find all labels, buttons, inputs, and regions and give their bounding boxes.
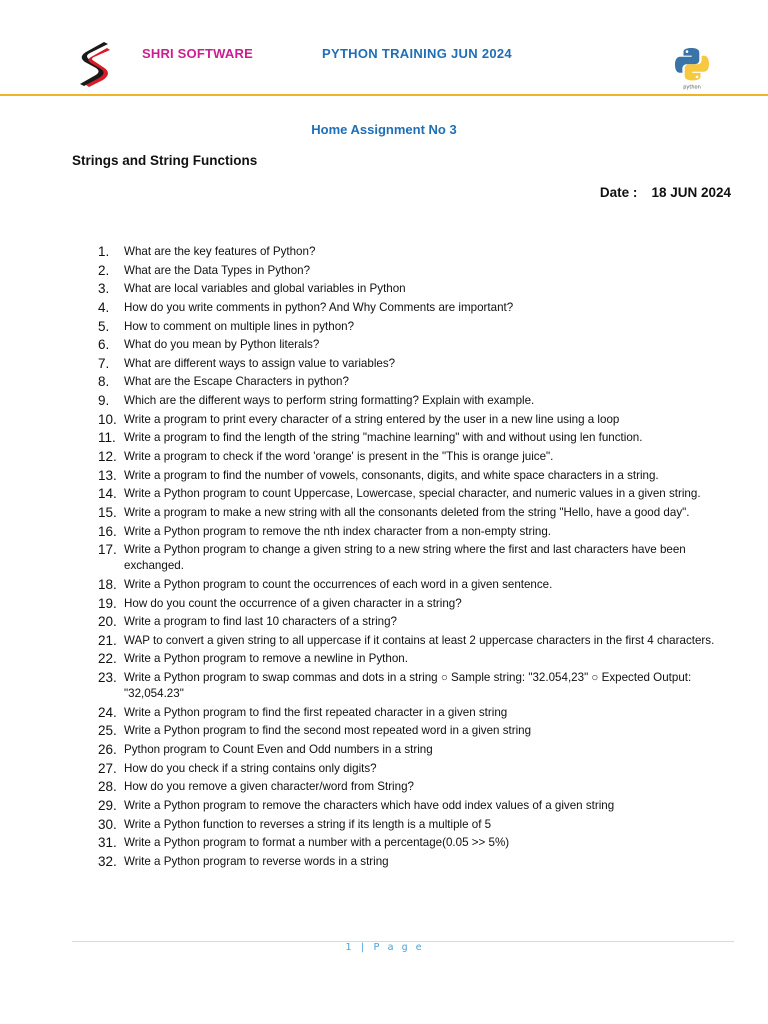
date-line (600, 185, 731, 200)
question-number: 15. (98, 504, 117, 520)
question-text: Write a Python program to reverse words in a string (124, 854, 389, 868)
question-item (98, 319, 738, 335)
question-number: 18. (98, 576, 117, 592)
question-text: Write a Python program to remove a newline in Python. (124, 652, 408, 666)
company-name: SHRI SOFTWARE (142, 46, 253, 61)
question-number: 9. (98, 393, 110, 409)
question-item (98, 374, 738, 390)
question-item (98, 356, 738, 372)
date-value: 18 JUN 2024 (651, 185, 731, 200)
question-number: 8. (98, 374, 110, 390)
question-number: 17. (98, 542, 117, 558)
question-number: 22. (98, 651, 117, 667)
question-item (98, 430, 738, 446)
question-item (98, 486, 738, 502)
question-item (98, 651, 738, 667)
question-item (98, 854, 738, 870)
page-header (0, 0, 768, 96)
python-logo-text: python (683, 84, 701, 90)
shri-software-logo-icon (74, 40, 114, 88)
question-number: 1. (98, 244, 110, 259)
training-title: PYTHON TRAINING JUN 2024 (322, 46, 512, 61)
question-number: 20. (98, 614, 117, 630)
question-item (98, 505, 738, 521)
question-text: Write a Python program to swap commas and dots in a string ○ Sample string: "32.054,23" ○ Expected Output: "32,054.23" (124, 671, 692, 701)
question-text: Write a Python function to reverses a string if its length is a multiple of 5 (124, 817, 492, 831)
question-number: 24. (98, 704, 117, 720)
question-text: Write a program to find the number of vowels, consonants, digits, and white space characters in a string. (124, 468, 659, 482)
question-text: What are the Data Types in Python? (124, 263, 311, 277)
header-divider (0, 94, 768, 96)
question-number: 4. (98, 299, 110, 315)
question-text: Write a Python program to find the first repeated character in a given string (124, 705, 508, 719)
page-footer (0, 942, 768, 953)
question-item (98, 468, 738, 484)
question-item (98, 542, 738, 574)
question-list (98, 244, 738, 873)
question-text: Write a program to print every character of a string entered by the user in a new line using a loop (124, 412, 620, 426)
question-number: 6. (98, 337, 110, 353)
question-number: 16. (98, 523, 117, 539)
question-number: 3. (98, 281, 110, 297)
section-title: Strings and String Functions (72, 153, 258, 168)
question-number: 21. (98, 632, 117, 648)
assignment-title: Home Assignment No 3 (311, 122, 457, 137)
question-text: Write a Python program to remove the characters which have odd index values of a given string (124, 798, 615, 812)
question-text: WAP to convert a given string to all uppercase if it contains at least 2 uppercase characters in the first 4 characters. (124, 633, 715, 647)
question-number: 10. (98, 411, 117, 427)
question-item (98, 577, 738, 593)
question-text: Which are the different ways to perform string formatting? Explain with example. (124, 394, 535, 408)
question-item (98, 761, 738, 777)
question-text: Write a program to find last 10 characters of a string? (124, 615, 398, 629)
question-item (98, 779, 738, 795)
page-label: P a g e (373, 942, 423, 953)
question-item (98, 449, 738, 465)
page-separator: | (359, 942, 367, 953)
page-number: 1 (345, 942, 353, 953)
question-text: Python program to Count Even and Odd numbers in a string (124, 743, 433, 757)
question-item (98, 263, 738, 279)
question-item (98, 633, 738, 649)
question-number: 11. (98, 430, 116, 446)
question-item (98, 412, 738, 428)
question-text: How do you count the occurrence of a given character in a string? (124, 596, 462, 610)
question-text: Write a program to find the length of the string "machine learning" with and without using len function. (124, 431, 643, 445)
question-number: 2. (98, 262, 110, 278)
question-text: Write a Python program to find the second most repeated word in a given string (124, 724, 532, 738)
question-item (98, 281, 738, 297)
python-logo-icon (672, 46, 712, 90)
question-text: Write a program to make a new string with all the consonants deleted from the string "Hello, have a good day". (124, 505, 690, 519)
question-item (98, 817, 738, 833)
date-label: Date : (599, 185, 638, 200)
question-number: 25. (98, 723, 117, 739)
question-item (98, 835, 738, 851)
question-number: 28. (98, 779, 117, 795)
question-text: Write a Python program to change a given string to a new string where the first and last characters have been exchanged. (124, 543, 686, 573)
question-item (98, 614, 738, 630)
question-text: How do you write comments in python? And Why Comments are important? (124, 300, 514, 314)
question-item (98, 742, 738, 758)
question-number: 32. (98, 853, 117, 869)
question-text: What are different ways to assign value to variables? (124, 356, 396, 370)
question-text: Write a Python program to count Uppercase, Lowercase, special character, and numeric values in a given string. (124, 487, 701, 501)
question-number: 27. (98, 760, 117, 776)
question-text: What are the key features of Python? (124, 245, 316, 258)
question-item (98, 596, 738, 612)
question-number: 23. (98, 670, 117, 686)
question-number: 19. (98, 595, 117, 611)
question-item (98, 300, 738, 316)
question-item (98, 337, 738, 353)
question-text: How do you check if a string contains only digits? (124, 761, 377, 775)
question-text: Write a program to check if the word 'orange' is present in the "This is orange juice". (124, 450, 554, 464)
question-text: What do you mean by Python literals? (124, 338, 320, 352)
question-number: 31. (98, 835, 117, 851)
question-item (98, 798, 738, 814)
question-item (98, 705, 738, 721)
question-text: What are local variables and global variables in Python (124, 282, 406, 296)
question-number: 29. (98, 797, 117, 813)
question-text: How to comment on multiple lines in python? (124, 319, 355, 333)
question-text: Write a Python program to format a number with a percentage(0.05 >> 5%) (124, 836, 510, 850)
question-number: 13. (98, 467, 117, 483)
question-item (98, 670, 738, 702)
question-item (98, 244, 738, 260)
question-number: 12. (98, 449, 117, 465)
question-item (98, 524, 738, 540)
question-number: 7. (98, 355, 110, 371)
question-text: Write a Python program to remove the nth index character from a non-empty string. (124, 524, 552, 538)
question-item (98, 723, 738, 739)
question-number: 5. (98, 318, 110, 334)
question-number: 30. (98, 816, 117, 832)
question-text: Write a Python program to count the occurrences of each word in a given sentence. (124, 577, 553, 591)
question-number: 14. (98, 486, 117, 502)
question-text: How do you remove a given character/word from String? (124, 780, 414, 794)
question-number: 26. (98, 742, 117, 758)
question-item (98, 393, 738, 409)
question-text: What are the Escape Characters in python? (124, 375, 349, 389)
